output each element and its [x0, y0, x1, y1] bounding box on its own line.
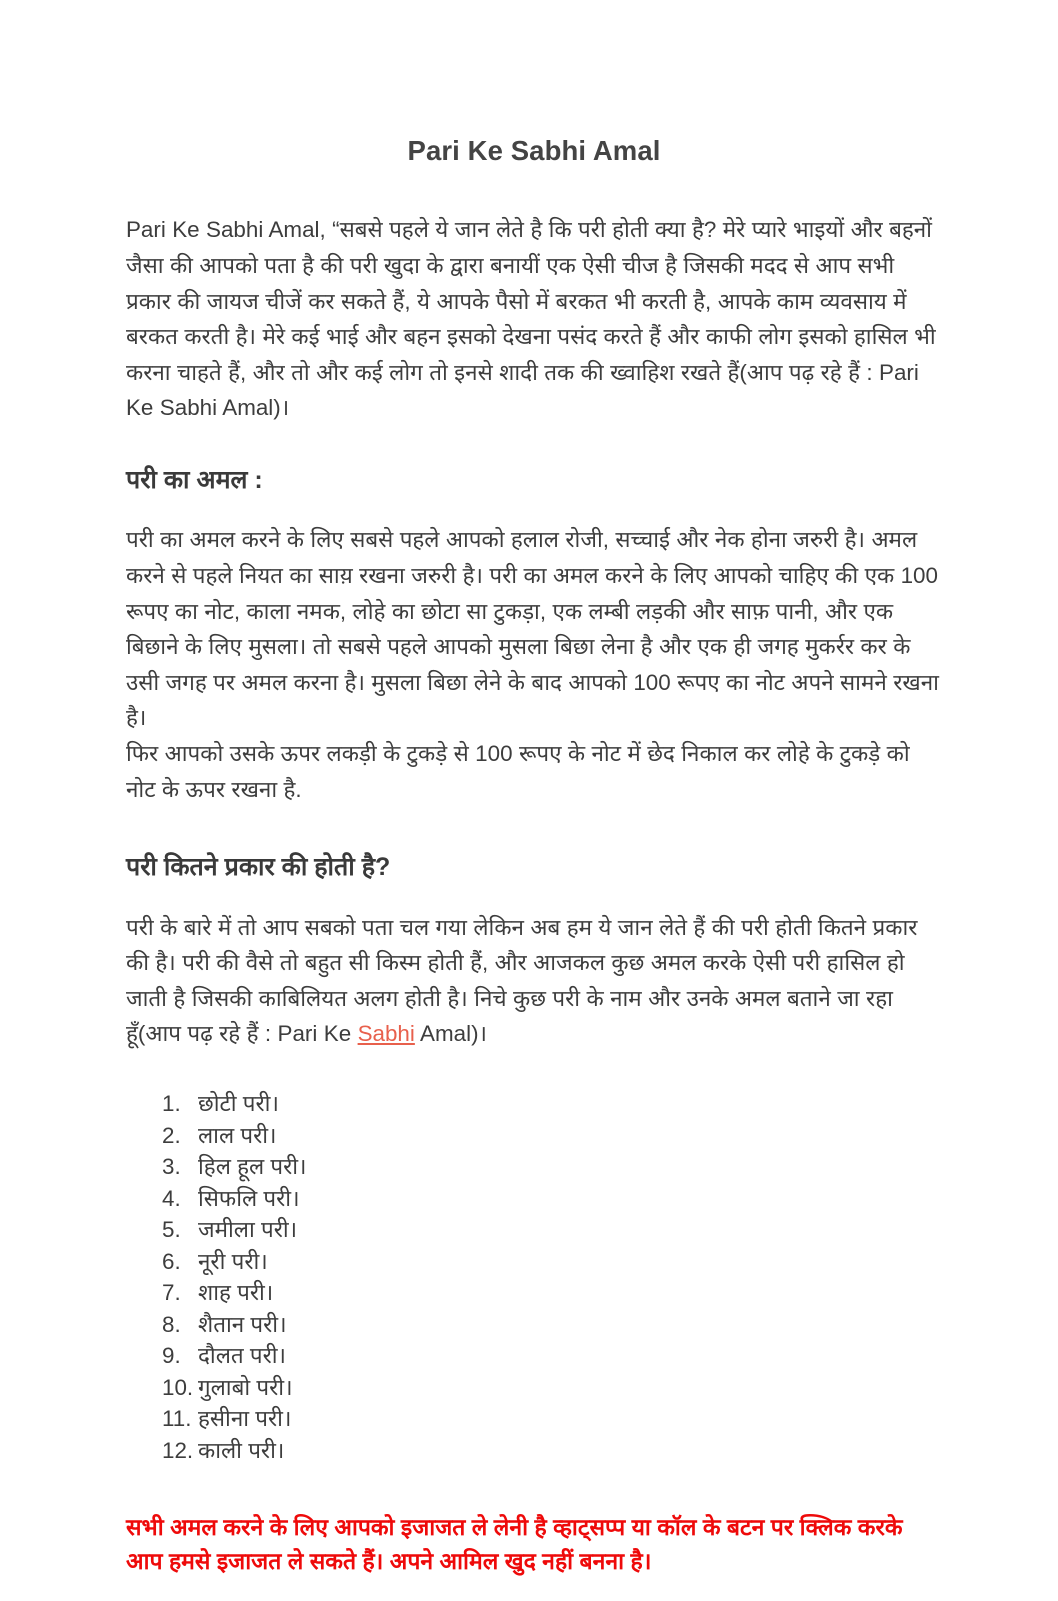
list-item: गुलाबो परी।	[198, 1374, 293, 1400]
list-item: छोटी परी।	[198, 1091, 279, 1117]
section-heading-pari-kitne-prakar: परी कितने प्रकार की होती है?	[126, 853, 391, 882]
list-item: शैतान परी।	[198, 1311, 287, 1337]
pari-prakar-text-after-link: Amal)।	[414, 1021, 488, 1047]
pari-ka-amal-paragraph-1: परी का अमल करने के लिए सबसे पहले आपको हलाल रोजी, सच्चाई और नेक होना जरुरी है। अमल करने से पहले नियत का साय़ रखना जरुरी है। परी का अमल करने के लिए आपको चाहिए की एक 100 रूपए का नोट, काला नमक, लोहे का छोटा सा टुकड़ा, एक लम्बी लड़की और साफ़ पानी, और एक बिछाने के लिए मुसला। तो सबसे पहले आपको मुसला बिछा लेना है और एक ही जगह मुकर्रर कर के उसी जगह पर अमल करना है। मुसला बिछा लेने के बाद आपको 100 रूपए का नोट अपने सामने रखना है।	[126, 527, 939, 731]
list-item: शाह परी।	[198, 1280, 274, 1306]
intro-paragraph-hindi-body: “सबसे पहले ये जान लेते है कि परी होती क्या है? मेरे प्यारे भाइयों और बहनों जैसा की आपको पता है की परी खुदा के द्वारा बनायीं एक ऐसी चीज है जिसकी मदद से आप सभी प्रकार की जायज चीजें कर सकते हैं, ये आपके पैसो में बरकत भी करती है, आपके काम व्यवसाय में बरकत करती है। मेरे कई भाई और बहन इसको देखना पसंद करते हैं और काफी लोग इसको हासिल भी करना चाहते हैं, और तो और कई लोग तो इनसे शादी तक की ख्वाहिश रखते हैं(आप पढ़ रहे हैं : Pari Ke Sabhi Amal)।	[126, 217, 936, 421]
intro-paragraph-latin-prefix: Pari Ke Sabhi Amal,	[126, 217, 333, 243]
document-content	[126, 130, 942, 1601]
list-item: नूरी परी।	[198, 1248, 268, 1274]
list-item: हसीना परी।	[198, 1406, 292, 1432]
list-item: जमीला परी।	[198, 1217, 298, 1243]
permission-notice: सभी अमल करने के लिए आपको इजाजत ले लेनी है व्हाट्सप्प या कॉल के बटन पर क्लिक करके आप हमसे इजाजत ले सकते हैं। अपने आमिल खुद नहीं बनना है।	[126, 1514, 903, 1575]
list-item: हिल हूल परी।	[198, 1154, 307, 1180]
intro-paragraph	[126, 212, 942, 426]
pari-types-list	[126, 1088, 942, 1466]
pari-ka-amal-paragraph-2: फिर आपको उसके ऊपर लकड़ी के टुकड़े से 100 रूपए के नोट में छेद निकाल कर लोहे के टुकड़े को नोट के ऊपर रखना है.	[126, 741, 910, 802]
pari-prakar-paragraph	[126, 910, 942, 1052]
list-item: काली परी।	[198, 1437, 285, 1463]
list-item: दौलत परी।	[198, 1343, 287, 1369]
section-heading-pari-ka-amal: परी का अमल :	[126, 465, 263, 494]
sabhi-link[interactable]: Sabhi	[357, 1021, 415, 1047]
pari-prakar-text-before-link: परी के बारे में तो आप सबको पता चल गया लेकिन अब हम ये जान लेते हैं की परी होती कितने प्रकार की है। परी की वैसे तो बहुत सी किस्म होती हैं, और आजकल कुछ अमल करके ऐसी परी हासिल हो जाती है जिसकी काबिलियत अलग होती है। निचे कुछ परी के नाम और उनके अमल बताने जा रहा हूँ(आप पढ़ रहे हैं : Pari Ke	[126, 914, 918, 1047]
page-title: Pari Ke Sabhi Amal	[407, 135, 661, 166]
list-item: लाल परी।	[198, 1122, 277, 1148]
list-item: सिफलि परी।	[198, 1185, 300, 1211]
